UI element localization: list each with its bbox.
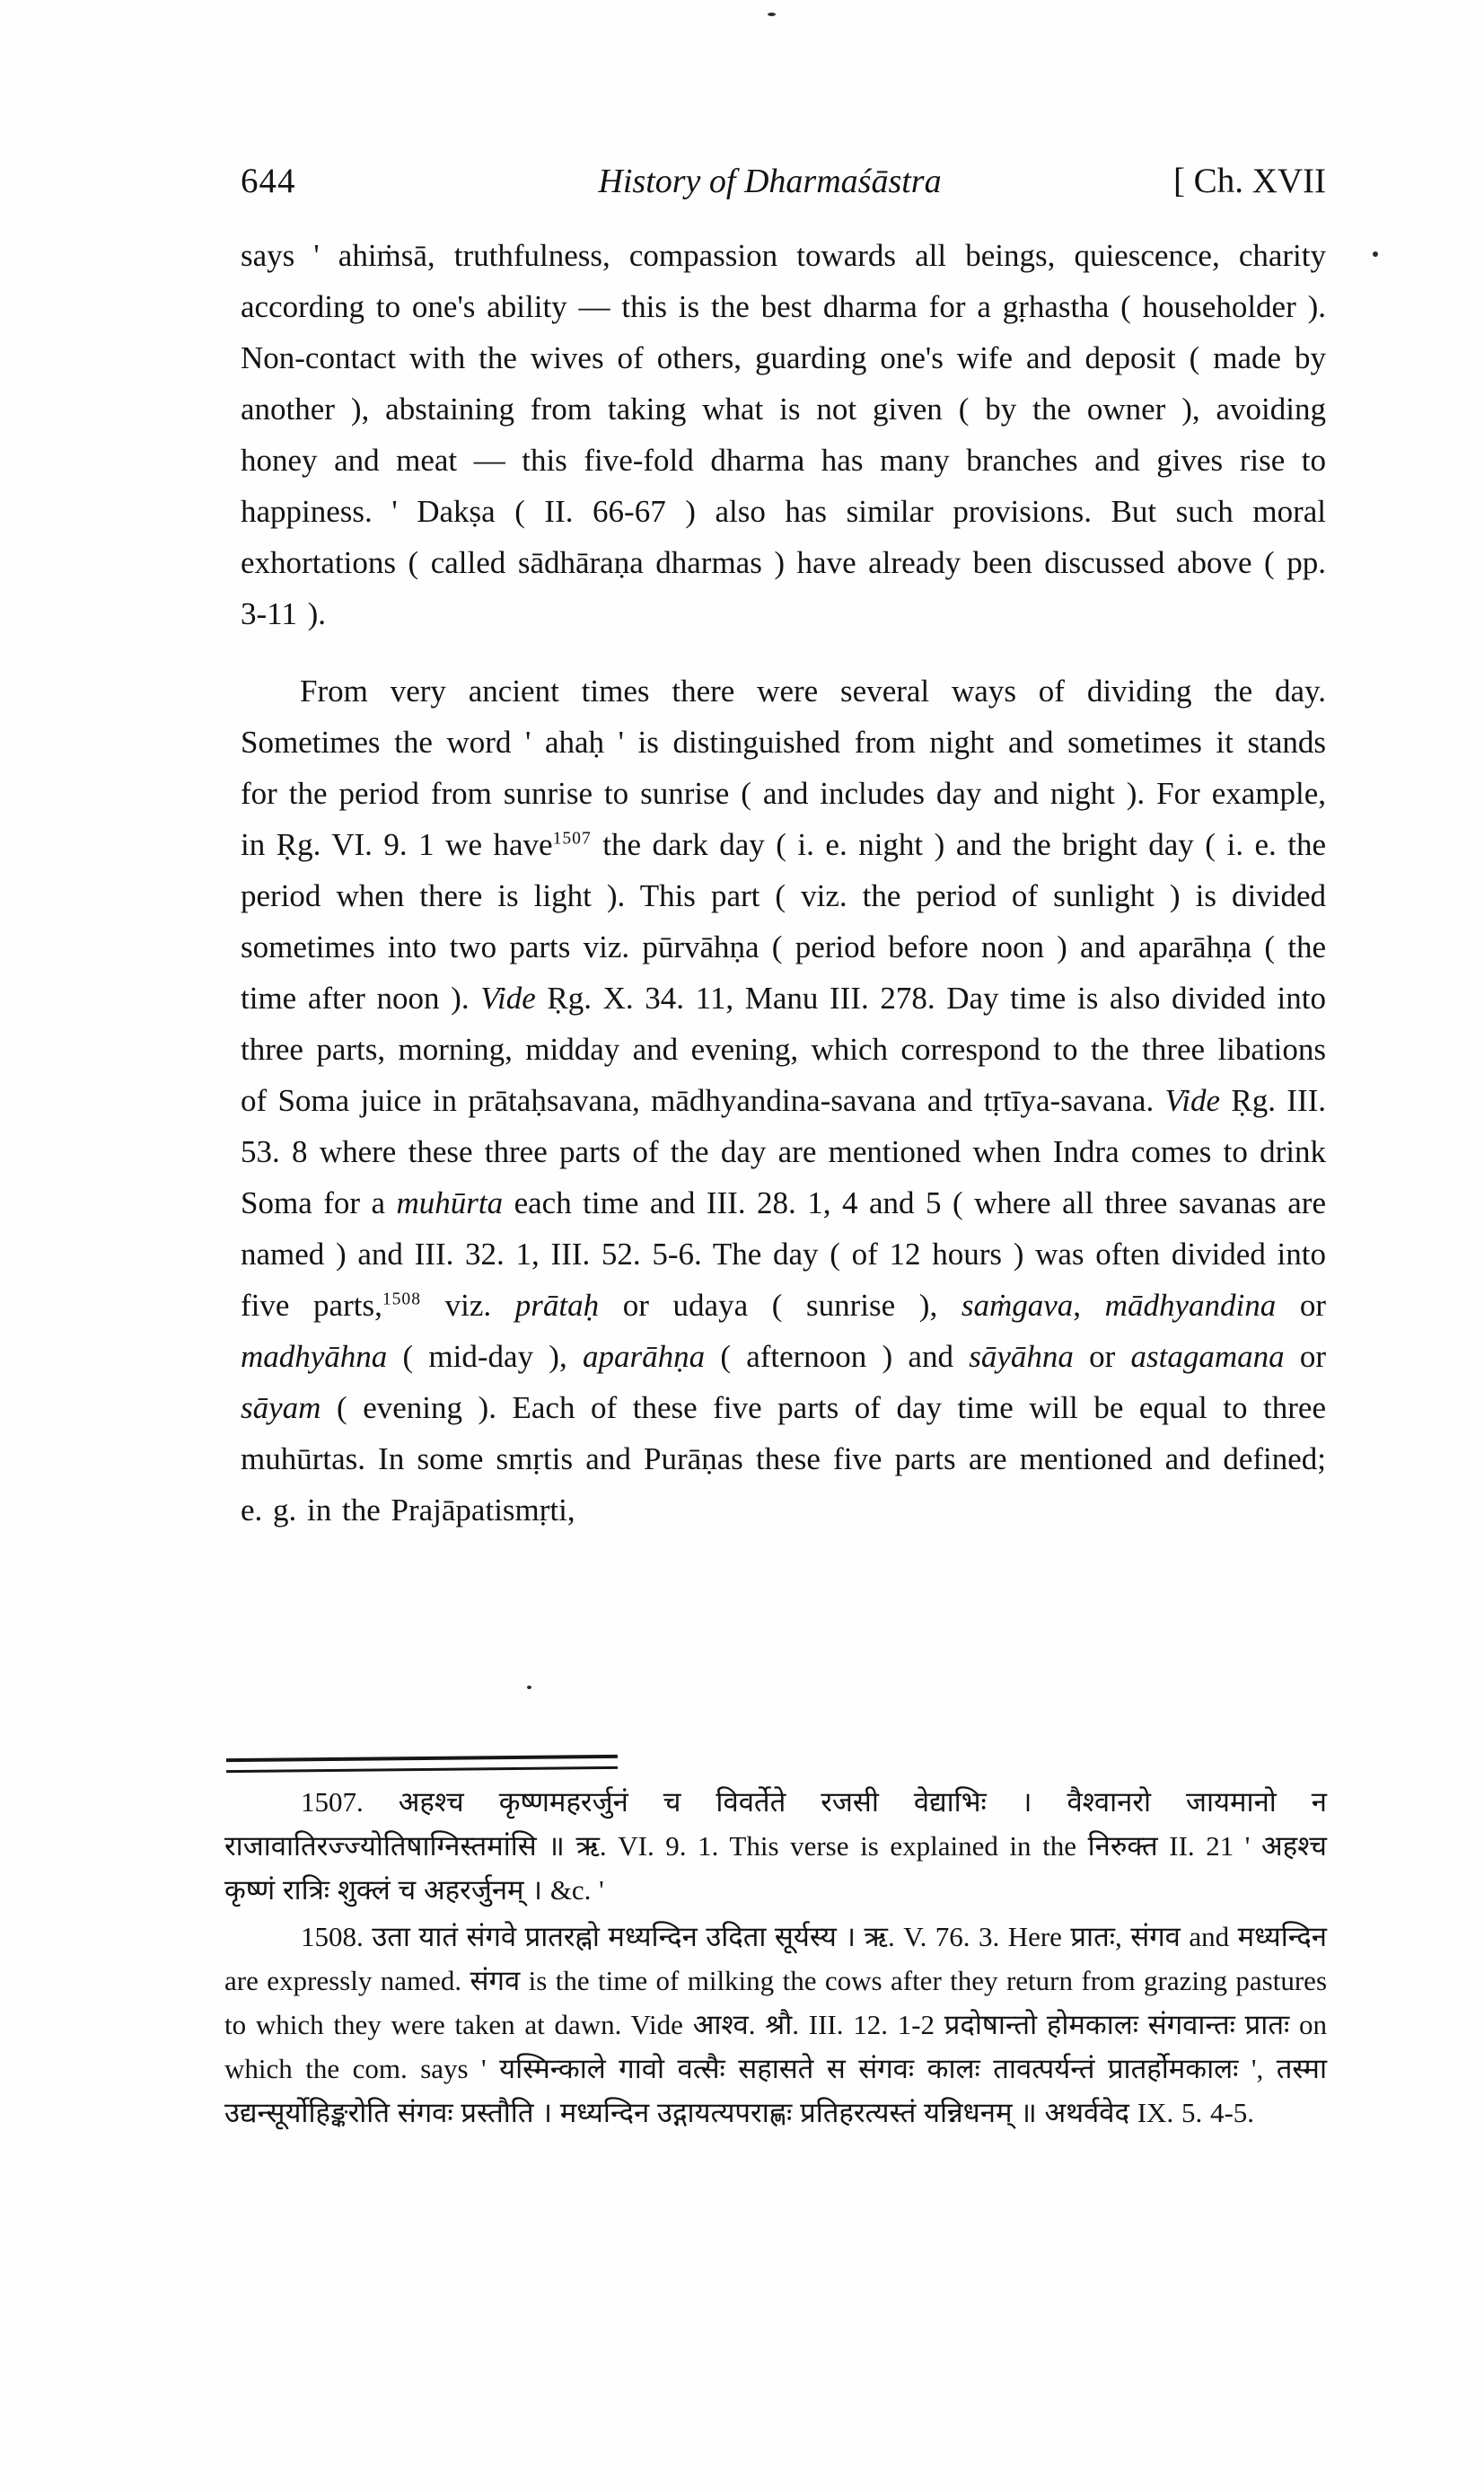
- text-segment: on which the com. says ': [224, 2009, 1328, 2084]
- text-segment: अहश्च कृष्णं रात्रिः शुक्लं च अहरर्जुनम् ।: [224, 1830, 1327, 1906]
- paragraph: [241, 665, 1326, 1536]
- text-segment: Ṛg. III. 53. 8 where these three parts of the day are mentioned when Indra comes to drink Soma for a: [241, 1083, 1326, 1220]
- scan-speck: [527, 1686, 531, 1689]
- text-segment: mādhyandina: [1104, 1288, 1277, 1323]
- text-segment: III. 12. 1-2: [799, 2009, 944, 2040]
- text-segment: are expressly named.: [224, 1965, 470, 1996]
- text-segment: ( mid-day ),: [387, 1339, 583, 1374]
- footnote: [224, 1780, 1327, 1912]
- text-segment: From very ancient times there were several ways of dividing the day. Sometimes the word ' ahaḥ ' is distinguished from night and sometimes it stands for the period from sunrise to sunrise ( and includes day and night ). For example, in Ṛg. VI. 9. 1 we have: [241, 674, 1326, 862]
- text-segment: or: [1284, 1339, 1326, 1374]
- text-segment: ( evening ). Each of these five parts of day time will be equal to three muhūrtas. In some smṛtis and Purāṇas these five parts are mentioned and defined; e. g. in the Prajāpatismṛti,: [241, 1390, 1326, 1528]
- text-segment: उता यातं संगवे प्रातरह्नो मध्यन्दिन उदिता सूर्यस्य । ऋ.: [372, 1921, 895, 1952]
- footnote: [224, 1915, 1327, 2135]
- text-segment: prātaḥ: [514, 1288, 600, 1323]
- text-segment: sāyam: [241, 1390, 321, 1425]
- text-segment: and: [1180, 1921, 1238, 1952]
- paragraph: [241, 230, 1326, 639]
- text-segment: muhūrta: [396, 1185, 504, 1220]
- text-segment: तस्मा उद्यन्सूर्योहिङ्करोति संगवः प्रस्तौति । मध्यन्दिन उद्गायत्यपराह्णः प्रतिहरत्यस्तं यन्निधनम् ॥ अथर्ववेद: [224, 2053, 1327, 2128]
- text-segment: ,: [1073, 1288, 1105, 1323]
- body-text: [241, 230, 1326, 1536]
- scan-speck: [768, 13, 776, 16]
- text-segment: संगव: [1130, 1921, 1181, 1952]
- text-segment: says ' ahiṁsā, truthfulness, compassion towards all beings, quiescence, charity according to one's ability — this is the best dharma for a gṛhastha ( householder ). Non-contact with the wives of others, guarding one's wife and deposit ( made by another ), abstaining from taking what is not given ( by the owner ), avoiding honey and meat — this five-fold dharma has many branches and gives rise to happiness. ' Dakṣa ( II. 66-67 ) also has similar provisions. But such moral exhortations ( called sādhāraṇa dharmas ) have already been discussed above ( pp. 3-11 ).: [241, 238, 1326, 631]
- text-segment: aparāhṇa: [582, 1339, 706, 1374]
- text-segment: प्रदोषान्तो होमकालः संगवान्तः प्रातः: [944, 2009, 1290, 2040]
- footnote-ref: 1507: [552, 829, 592, 849]
- text-segment: निरुक्त: [1087, 1830, 1158, 1862]
- text-segment: V. 76. 3. Here: [894, 1921, 1071, 1952]
- text-segment: &c. ': [542, 1874, 604, 1906]
- text-segment: Ṛg. X. 34. 11, Manu III. 278. Day time is also divided into three parts, morning, midday and evening, which correspond to the three libations of Soma juice in prātaḥsavana, mādhyandina-savana and tṛtīya-savana.: [241, 981, 1326, 1118]
- text-segment: ,: [1115, 1921, 1131, 1952]
- text-segment: संगव: [470, 1965, 521, 1996]
- footnotes: [224, 1780, 1327, 2137]
- text-segment: यस्मिन्काले गावो वत्सैः सहासते स संगवः कालः तावत्पर्यन्तं प्रातर्होमकालः: [499, 2053, 1239, 2084]
- text-segment: आश्व. श्रौ.: [692, 2009, 800, 2040]
- text-segment: saṁgava: [961, 1288, 1074, 1323]
- book-title: History of Dharmaśāstra: [598, 163, 942, 200]
- text-segment: astagamana: [1130, 1339, 1285, 1374]
- text-segment: 1508.: [301, 1921, 373, 1952]
- text-segment: viz.: [421, 1288, 515, 1323]
- text-segment: VI. 9. 1. This verse is explained in the: [606, 1830, 1088, 1862]
- text-segment: IX. 5. 4-5.: [1128, 2097, 1255, 2128]
- text-segment: अहश्च कृष्णमहरर्जुनं च विवर्तेते रजसी वेद्याभिः । वैश्वानरो जायमानो न राजावातिरज्ज्योतिषाग्निस्तमांसि ॥ ऋ.: [224, 1786, 1327, 1862]
- footnote-separator: [226, 1755, 618, 1773]
- text-segment: II. 21 ': [1157, 1830, 1261, 1862]
- text-segment: the dark day ( i. e. night ) and the bright day ( i. e. the period when there is light ). This part ( viz. the period of sunlight ) is divided sometimes into two parts viz. pūrvāhṇa ( period before noon ) and aparāhṇa ( the time after noon ).: [241, 827, 1327, 1016]
- text-segment: Vide: [1164, 1083, 1221, 1118]
- text-segment: or: [1073, 1339, 1131, 1374]
- chapter-label: [ Ch. XVII: [1172, 162, 1326, 200]
- text-segment: Vide: [480, 981, 536, 1016]
- text-segment: प्रातः: [1070, 1921, 1116, 1952]
- text-segment: or: [1276, 1288, 1327, 1323]
- text-segment: ',: [1238, 2053, 1277, 2084]
- footnote-ref: 1508: [382, 1290, 422, 1309]
- page-number: 644: [241, 162, 296, 200]
- page-header: [241, 161, 1326, 201]
- text-segment: ( afternoon ) and: [705, 1339, 970, 1374]
- text-segment: or udaya ( sunrise ),: [599, 1288, 962, 1323]
- text-segment: sāyāhna: [969, 1339, 1074, 1374]
- text-segment: मध्यन्दिन: [1237, 1921, 1328, 1952]
- scan-speck: [1373, 251, 1378, 257]
- text-segment: 1507.: [301, 1786, 399, 1818]
- text-segment: madhyāhna: [241, 1339, 388, 1374]
- text-segment: each time and III. 28. 1, 4 and 5 ( where all three savanas are named ) and III. 32. 1, III. 52. 5-6. The day ( of 12 hours ) was often divided into five parts,: [241, 1185, 1326, 1323]
- text-segment: is the time of milking the cows after they return from grazing pastures to which they were taken at dawn. Vide: [224, 1965, 1328, 2040]
